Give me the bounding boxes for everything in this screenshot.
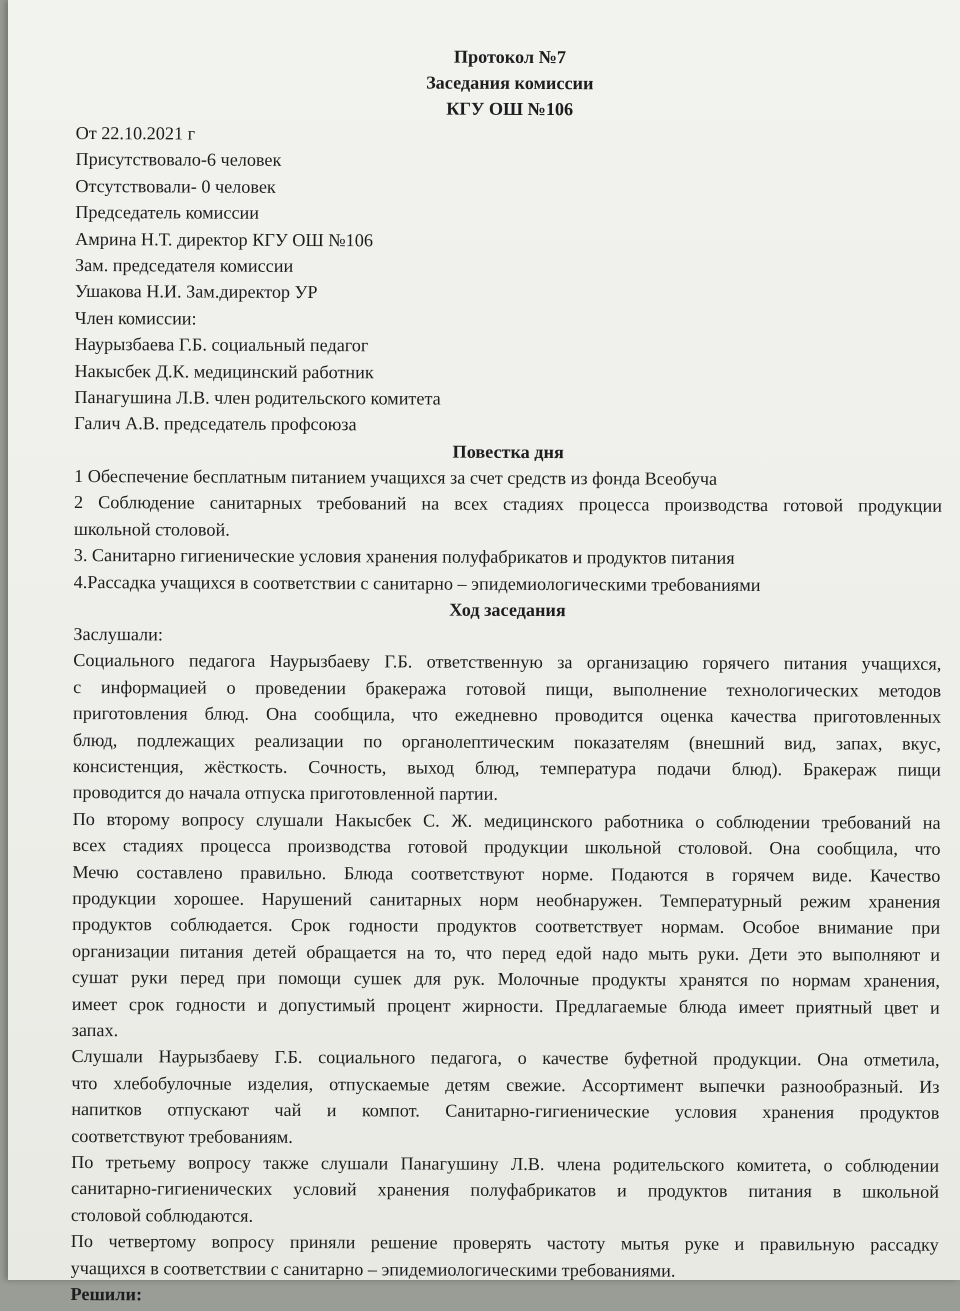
agenda-item-2 [74, 489, 942, 546]
member-item: Галич А.В. председатель профсоюза [74, 413, 357, 435]
paragraph-line: напитков отпускают чай и компот. Санитарно-гигиенические условия хранения продуктов [71, 1099, 940, 1123]
paragraph-line: приготовления блюд. Она сообщила, что ежедневно проводится оценка качества приготовленных [73, 703, 942, 727]
paragraph-line: что хлебобулочные изделия, отпускаемые детям свежие. Ассортимент выпечки разнообразный. Из [71, 1072, 940, 1097]
paragraph-line: блюд, подлежащих реализации по органолептическим показателям (внешний вид, запах, вкус, [72, 729, 941, 754]
deputy-name: Ушакова Н.И. Зам.директор УР [74, 281, 318, 303]
members-label: Член комиссии: [74, 307, 197, 329]
member-item: Панагушина Л.В. член родительского комитета [74, 387, 441, 409]
paragraph-line: продукции хорошее. Нарушений санитарных норм необнаружен. Температурный режим хранения [72, 887, 941, 912]
paragraph-line: имеет срок годности и допустимый процент жирности. Предлагаемые блюда имеет приятный цвет и [71, 993, 940, 1018]
attendance-absent: Отсутствовали- 0 человек [75, 175, 276, 197]
decided-label: Решили: [70, 1284, 143, 1305]
meeting-date: От 22.10.2021 г [75, 122, 196, 144]
paragraph-line: запах. [71, 1019, 119, 1041]
paragraph-line: учащихся в соответствии с санитарно – эпидемиологическими требованиями. [70, 1257, 676, 1281]
paragraph-line: санитарно-гигиенических условий хранения полуфабрикатов и продуктов питания в школьной [70, 1178, 940, 1203]
proceedings-heading: Ход заседания [449, 599, 566, 621]
paragraph-2 [72, 806, 941, 1047]
paragraph-line: соответствуют требованиям. [71, 1125, 293, 1147]
paragraph-line: консистенция, жёсткость. Сочность, выход блюд, температура подачи блюд). Бракераж пищи [72, 755, 941, 780]
paragraph-line: сушат руки перед при помощи сушек для рук. Молочные продукты хранятся по нормам хранения, [71, 967, 940, 991]
paragraph-line: проводится до начала отпуска приготовленной партии. [72, 782, 498, 805]
paragraph-line: По третьему вопросу также слушали Панагушину Л.В. члена родительского комитета, о соблюдении [71, 1152, 940, 1176]
paper-sheet [8, 0, 960, 1305]
paragraph-line: По четвертому вопросу приняли решение проверять частоту мытья руке и правильную рассадку [70, 1231, 939, 1256]
member-item: Наурызбаева Г.Б. социальный педагог [74, 334, 369, 356]
agenda-item-1: 1 Обеспечение бесплатным питанием учащихся за счет средств из фонда Всеобуча [74, 465, 718, 489]
paragraph-line: организации питания детей обращается на то, что перед едой надо мыть руки. Дети это выполняют и [71, 940, 941, 965]
paragraph-line: всех стадиях процесса производства готовой продукции школьной столовой. Она сообщила, что [72, 835, 941, 859]
paragraph-line: Социального педагога Наурызбаеву Г.Б. ответственную за организацию горячего питания учащихся, [73, 650, 942, 675]
agenda-item-2-line: 2 Соблюдение санитарных требований на всех стадиях процесса производства готовой продукции [73, 492, 943, 517]
protocol-document [70, 42, 944, 1311]
heard-label: Заслушали: [73, 623, 163, 645]
paragraph-line: с информацией о проведении бракеража готовой пищи, выполнение технологических методов [73, 676, 942, 701]
agenda-item-3: 3. Санитарно гигиенические условия хранения полуфабрикатов и продуктов питания [73, 545, 735, 568]
attendance-present: Присутствовало-6 человек [75, 149, 282, 171]
paragraph-line: Мечю составлено правильно. Блюда соответствуют норме. Подаются в горячем виде. Качество [72, 861, 941, 886]
document-title: Протокол №7 [453, 46, 567, 68]
paragraph-line: продуктов соблюдается. Срок годности продуктов соответствует нормам. Особое внимание при [72, 914, 941, 939]
agenda-item-2-line: школьной столовой. [73, 518, 230, 540]
document-subtitle: Заседания комиссии [426, 72, 594, 94]
deputy-label: Зам. председателя комиссии [74, 255, 294, 276]
paragraph-3 [71, 1043, 939, 1152]
paragraph-line: Слушали Наурызбаеву Г.Б. социального педагога, о качестве буфетной продукции. Она отметила, [71, 1046, 940, 1071]
paragraph-line: По второму вопросу слушали Накысбек С. Ж. медицинского работника о соблюдении требований на [72, 808, 941, 833]
paragraph-5 [71, 1228, 939, 1285]
paragraph-4 [71, 1149, 939, 1232]
agenda-item-4: 4.Рассадка учащихся в соответствии с санитарно – эпидемиологическими требованиями [73, 571, 761, 595]
chair-name: Амрина Н.Т. директор КГУ ОШ №106 [75, 228, 373, 250]
agenda-heading: Повестка дня [452, 441, 564, 463]
paragraph-1 [73, 647, 942, 809]
chair-label: Председатель комиссии [75, 202, 260, 224]
paragraph-line: столовой соблюдаются. [70, 1204, 254, 1226]
member-item: Накысбек Д.К. медицинский работник [74, 360, 374, 382]
organization-name: КГУ ОШ №106 [446, 98, 574, 120]
